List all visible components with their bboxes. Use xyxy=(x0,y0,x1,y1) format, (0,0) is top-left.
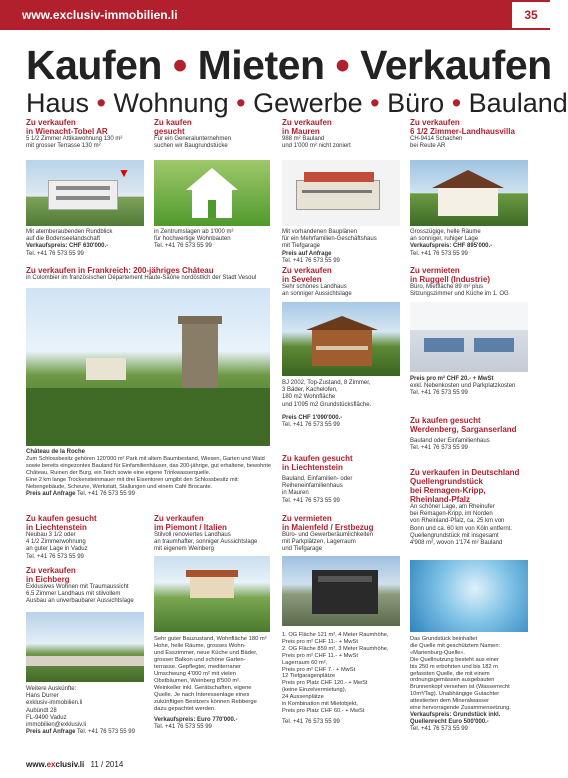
ad-price: Preis CHF 1'090'000.- xyxy=(282,414,343,421)
eichberg-view-photo xyxy=(26,612,144,682)
ad-body: Das Grundstück beinhaltet die Quelle mit geschütztem Namen: «Marienburg-Quelle». Die Quellnutzung besteht aus einer bis 250 m erbohrten und bis 182 m gefassten Quelle, die mit einem ordnungsgemässen ausgebauten Brunnenkopf versehen ist (Wasserrecht 10m³/Tag). Unabhängige Gutachter attestierten dem Mineralwasser eine hervorragende Zusammensetzung. xyxy=(410,636,511,712)
headline-dot: • xyxy=(236,88,246,118)
ad-gesucht-gu xyxy=(154,118,272,150)
ad-eichberg xyxy=(26,566,146,606)
ad-phone[interactable]: Tel. +41 76 573 55 99 xyxy=(410,250,468,257)
ad-phone[interactable]: Tel. +41 76 573 55 99 xyxy=(26,553,84,560)
piemont-house-photo xyxy=(154,556,270,632)
footer-ex: ex xyxy=(46,760,56,769)
ad-desc: in Colombier im französischen Département Haute-Saône nordöstlich der Stadt Vesoul xyxy=(26,275,257,281)
ad-mauren-details xyxy=(282,229,402,265)
headline-haus: Haus xyxy=(26,88,90,118)
ad-vaduz xyxy=(26,514,144,561)
ad-piemont-details xyxy=(154,636,274,731)
villa-photo xyxy=(410,160,528,226)
ad-sevelen xyxy=(282,266,402,298)
ad-title: Zu verkaufen in Frankreich: 200-jähriges Château xyxy=(26,266,214,275)
ad-wienacht-details xyxy=(26,229,146,258)
ad-phone[interactable]: Tel. +41 76 573 55 99 xyxy=(26,250,84,257)
top-bar xyxy=(0,0,550,30)
headline-kaufen: Kaufen xyxy=(26,42,162,88)
footer xyxy=(26,760,123,769)
ad-body: Zum Schlossbesitz gehören 120'000 m² Park mit altem Baumbestand, Wiesen, Garten und Wald sowie bereits eingezontes Bauland für Einfamilienhäuser, das 200-jährige, gut erhaltene, bewohnte Château, Ruinen der Burg, ein Teich sowie eine eigene Trinkwasserquelle. Eine 2 km lange Trockensteinmauer mit drei Eisentoren umgibt den Schlossbesitz mit: Nebengebäude, Scheune, Werkstatt, Stallungen und einem Café Brocante. xyxy=(26,456,272,490)
water-splash-photo xyxy=(410,560,528,632)
ad-phone[interactable]: Tel. +41 76 573 55 99 xyxy=(410,726,468,733)
arrow-down-icon: ▼ xyxy=(118,166,130,180)
ad-body: Sehr guter Bauzustand, Wohnfläche 180 m² Hohe, helle Räume, grosses Wohn- und Esszimmer, neue Küche und Bäder, grosser Balkon und schöne Garten- terrasse. Gepflegter, mediterraner Umschwung 4'000 m² mit vielen Obstbäumen, Weinberg 8'500 m². Weinkeller inkl. Gerätschaften, eigene Quelle. Je nach Interessenlage eines zukünftigen Besitzers können Rebberge dazu gepachtet werden. xyxy=(154,636,267,712)
ad-title: Zu verkaufen in Eichberg xyxy=(26,566,76,584)
ad-desc: Mit vorhandenen Bauplänen für ein Mehrfamilien-Geschäftshaus mit Tiefgarage xyxy=(282,229,377,250)
ad-price: Preis auf Anfrage xyxy=(26,490,76,497)
ad-maienfeld xyxy=(282,514,404,554)
ad-desc: 5 1/2 Zimmer Attikawohnung 130 m² mit grosser Terrasse 130 m² xyxy=(26,136,123,150)
ad-price: Verkaufspreis: Euro 770'000.- xyxy=(154,717,238,723)
ad-desc: Sehr schönes Landhaus an sonniger Aussichtslage xyxy=(282,284,352,298)
ad-phone[interactable]: Tel. +41 76 573 55 99 xyxy=(282,422,340,429)
ad-title: Zu kaufen gesucht in Liechtenstein xyxy=(282,454,353,472)
ad-title: Zu kaufen gesucht in Liechtenstein xyxy=(26,514,97,532)
ad-maienfeld-details xyxy=(282,632,404,726)
headline-dot: • xyxy=(335,42,350,88)
ad-desc: CH-9414 Schachen bei Reute AR xyxy=(410,136,463,150)
ad-title: Zu verkaufen im Piemont / Italien xyxy=(154,514,227,532)
ad-phone[interactable]: Tel. +41 76 573 55 99 xyxy=(410,445,468,452)
headline-dot: • xyxy=(451,88,462,118)
ad-desc: Exklusives Wohnen mit Traumaussicht 6.5 Zimmer Landhaus mit stilvollem Ausbau an unverbaubarer Aussichtslage xyxy=(26,584,134,605)
header-url[interactable]: www.exclusiv-immobilien.li xyxy=(22,8,178,22)
ad-remagen xyxy=(410,468,534,547)
ad-title: Zu verkaufen 6 1/2 Zimmer-Landhausvilla xyxy=(410,118,515,136)
ad-werdenberg xyxy=(410,416,532,452)
ad-sevelen-details xyxy=(282,380,402,429)
ad-chateau xyxy=(26,266,274,282)
headline-dot: • xyxy=(96,88,106,118)
page-number: 35 xyxy=(512,2,550,28)
ad-title: Zu vermieten in Maienfeld / Erstbezug xyxy=(282,514,374,532)
headline-bauland: Bauland xyxy=(468,88,568,118)
ad-desc: in Zentrumslagen ab 1'000 m² für hochwertige Wohnbauten xyxy=(154,229,234,243)
ad-wienacht xyxy=(26,118,144,150)
apartment-photo xyxy=(26,160,144,226)
ad-chateau-details xyxy=(26,449,274,498)
ad-desc: Bauland oder Einfamilienhaus xyxy=(410,438,490,444)
ad-phone[interactable]: Tel. +41 76 573 55 99 xyxy=(154,724,212,731)
ad-phone[interactable]: Tel. +41 76 573 55 99 xyxy=(282,257,340,264)
ad-price: Preis auf Anfrage xyxy=(282,250,332,257)
ad-title: Zu kaufen gesucht xyxy=(154,118,192,136)
ad-title: Zu verkaufen in Mauren xyxy=(282,118,332,136)
ad-desc: Stilvoll renoviertes Landhaus an traumhafter, sonniger Aussichtslage mit eigenem Weinberg xyxy=(154,532,258,553)
ad-desc: Büro- und Gewerberäumlichkeiten mit Parkplätzen, Lagerraum und Tiefgarage xyxy=(282,532,374,553)
headline-sub xyxy=(26,88,568,119)
ad-desc: Mit atemberaubenden Rundblick auf die Bodenseelandschaft xyxy=(26,229,113,243)
ad-title: Zu kaufen gesucht Werdenberg, Sarganserland xyxy=(410,416,517,434)
ad-title: Zu vermieten in Ruggell (Industrie) xyxy=(410,266,490,284)
office-photo xyxy=(410,302,528,372)
country-house-photo xyxy=(282,302,400,376)
building-model-photo xyxy=(282,160,400,226)
ad-ruggell xyxy=(410,266,532,298)
ad-schachen xyxy=(410,118,532,150)
house-icon-photo xyxy=(154,160,270,226)
headline-dot: • xyxy=(370,88,380,118)
ad-price: Verkaufspreis: Grundstück inkl. Quellenrecht Euro 500'000.- xyxy=(410,711,501,726)
ad-caption: Château de la Roche xyxy=(26,449,86,455)
ad-phone[interactable]: Tel. +41 76 573 55 99 xyxy=(154,243,212,250)
ad-body: 1. OG Fläche 121 m², 4 Meter Raumhöhe, Preis pro m² CHF 11.- + MwSt 2. OG Fläche 859 m², 3 Meter Raumhöhe, Preis pro m² CHF 11.- + MwSt Lagerraum 60 m², Preis pro m² CHF 7.- + MwSt 12 Tiefgaragenplätze Preis pro Platz CHF 120.- + MwSt (keine Einzelvermietung), 24 Aussenplätze in Kombination mit Mietobjekt, Preis pro Platz CHF 60.- + MwSt xyxy=(282,632,389,714)
headline-main xyxy=(26,42,552,89)
ad-desc: Grosszügige, helle Räume an sonniger, ruhiger Lage xyxy=(410,229,481,243)
ad-contact: Weitere Auskünfte: Hans Durrer exklusiv-immobilien.li Aubündt 28 FL-9490 Vaduz immobilien@exklusiv.li xyxy=(26,686,86,729)
ad-title: Zu verkaufen in Deutschland Quellengrundstück bei Remagen-Kripp, Rheinland-Pfalz xyxy=(410,468,520,504)
ad-remagen-details xyxy=(410,636,534,734)
ad-phone[interactable]: Tel. +41 76 573 55 99 xyxy=(282,497,340,504)
ad-ruggell-details xyxy=(410,376,532,398)
ad-desc: exkl. Nebenkosten und Parkplatzkosten xyxy=(410,383,516,390)
ad-desc: Für ein Generalunternehmen suchen wir Baugrundstücke xyxy=(154,136,232,150)
headline-dot: • xyxy=(172,42,187,88)
ad-phone[interactable]: Tel. +41 76 573 55 99 xyxy=(410,390,468,397)
ad-price: Verkaufspreis: CHF 895'000.- xyxy=(410,243,493,250)
ad-gesucht-gu-details xyxy=(154,229,274,251)
headline-gewerbe: Gewerbe xyxy=(253,88,363,118)
ad-title: Zu verkaufen in Wienacht-Tobel AR xyxy=(26,118,108,136)
footer-domain: clusiv.li xyxy=(55,760,85,769)
ad-price: Verkaufspreis: CHF 630'000.- xyxy=(26,243,109,250)
ad-desc: Neubau 3 1/2 oder 4 1/2 Zimmerwohnung an guter Lage in Vaduz xyxy=(26,532,88,553)
ad-phone[interactable]: Tel. +41 76 573 55 99 xyxy=(77,729,135,736)
headline-mieten: Mieten xyxy=(197,42,325,88)
ad-phone[interactable]: Tel. +41 76 573 55 99 xyxy=(77,490,135,497)
ad-desc: Büro, Mietfläche 89 m² plus Sitzungszimmer und Küche im 1. OG xyxy=(410,284,509,298)
headline-buero: Büro xyxy=(387,88,445,118)
ad-desc: An schöner Lage, am Rheinufer bei Remagen-Kripp, im Norden von Rheinland-Pfalz, ca. 25 km von Bonn und ca. 60 km von Köln entfernt. Quellengrundstück mit insgesamt 4'908 m², wovon 1'174 m² Bauland xyxy=(410,504,513,547)
ad-desc: 988 m² Bauland und 1'000 m² nicht zoniert xyxy=(282,136,351,150)
footer-www: www. xyxy=(26,760,47,769)
ad-schachen-details xyxy=(410,229,532,258)
ad-mauren xyxy=(282,118,400,150)
ad-eichberg-details xyxy=(26,686,146,736)
chateau-photo xyxy=(26,288,270,446)
ad-piemont xyxy=(154,514,274,554)
ad-desc: Bauland, Einfamilien- oder Reiheneinfamilienhaus in Mauren xyxy=(282,476,353,497)
headline-verkaufen: Verkaufen xyxy=(360,42,552,88)
ad-price: Preis auf Anfrage xyxy=(26,729,76,736)
ad-price: Preis pro m² CHF 20.- + MwSt xyxy=(410,376,494,382)
footer-issue: 11 / 2014 xyxy=(90,760,124,769)
ad-desc: BJ 2002, Top-Zustand, 8 Zimmer, 3 Bäder, Kachelofen, 180 m2 Wohnfläche und 1'095 m2 Grundstücksfläche. xyxy=(282,380,372,408)
headline-wohnung: Wohnung xyxy=(113,88,229,118)
ad-title: Zu verkaufen in Sevelen xyxy=(282,266,332,284)
ad-phone[interactable]: Tel. +41 76 573 55 99 xyxy=(282,718,340,725)
ad-liechtenstein-bauland xyxy=(282,454,402,505)
maienfeld-building-photo xyxy=(282,556,400,626)
